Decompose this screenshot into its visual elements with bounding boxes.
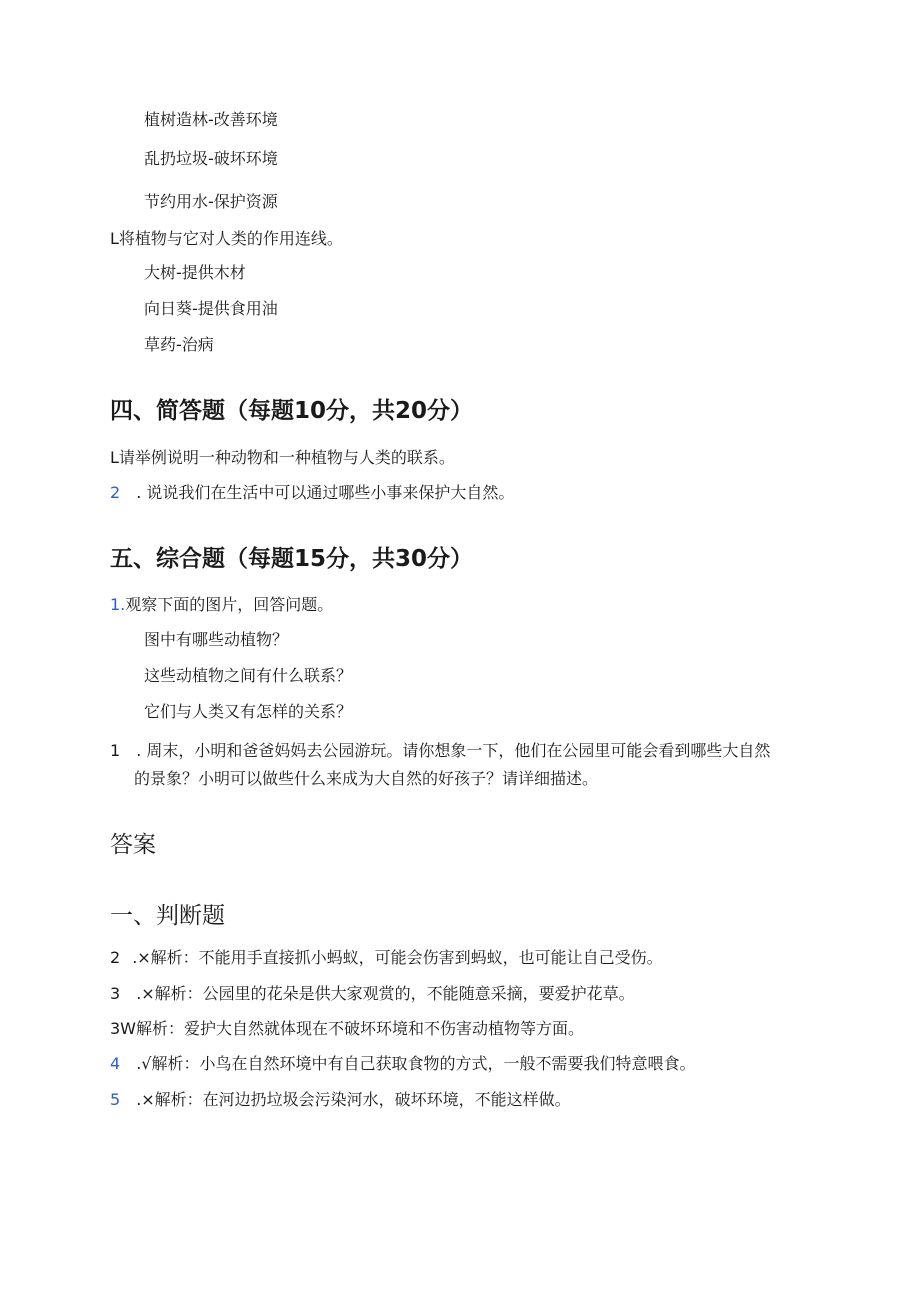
matching-line: 植树造林-改善环境 <box>144 110 278 129</box>
question-text: 观察下面的图片，回答问题。 <box>125 595 334 614</box>
question-text: L请举例说明一种动物和一种植物与人类的联系。 <box>110 448 455 467</box>
sub-question: 这些动植物之间有什么联系？ <box>144 666 353 685</box>
question-item <box>110 740 770 762</box>
matching-line: 草药-治病 <box>144 335 214 354</box>
answer-heading: 答案 <box>110 832 156 858</box>
answer-item <box>110 983 635 1005</box>
question-text: . 说说我们在生活中可以通过哪些小事来保护大自然。 <box>136 483 515 502</box>
answer-text: .√解析：小鸟在自然环境中有自己获取食物的方式，一般不需要我们特意喂食。 <box>136 1054 696 1073</box>
section-heading: 一、判断题 <box>110 903 225 929</box>
sub-question: 图中有哪些动植物？ <box>144 630 289 649</box>
matching-line: 节约用水-保护资源 <box>144 192 278 211</box>
question-number: 1 <box>110 741 121 760</box>
section-heading: 四、简答题（每题10分，共20分） <box>110 398 474 424</box>
answer-text: .×解析：在河边扔垃圾会污染河水，破坏环境，不能这样做。 <box>136 1090 571 1109</box>
question-text-continued: 的景象？小明可以做些什么来成为大自然的好孩子？请详细描述。 <box>134 769 599 788</box>
answer-item <box>110 1053 695 1075</box>
answer-item <box>110 947 663 969</box>
answer-number: 2 <box>110 948 121 967</box>
question-number: 1. <box>110 595 126 614</box>
matching-line: 大树-提供木材 <box>144 263 246 282</box>
section-heading: 五、综合题（每题15分，共30分） <box>110 546 474 572</box>
answer-number: 5 <box>110 1090 121 1109</box>
question-item <box>110 482 514 504</box>
question-text: L将植物与它对人类的作用连线。 <box>110 229 343 248</box>
matching-line: 向日葵-提供食用油 <box>144 299 278 318</box>
matching-line: 乱扔垃圾-破坏环境 <box>144 149 278 168</box>
sub-question: 它们与人类又有怎样的关系？ <box>144 702 353 721</box>
question-number: 2 <box>110 483 121 502</box>
answer-text: .×解析：不能用手直接抓小蚂蚁，可能会伤害到蚂蚁，也可能让自己受伤。 <box>132 948 663 967</box>
answer-item <box>110 1089 571 1111</box>
answer-text: .×解析：公园里的花朵是供大家观赏的，不能随意采摘，要爱护花草。 <box>136 984 635 1003</box>
answer-number: 3 <box>110 984 121 1003</box>
answer-item <box>110 1018 584 1040</box>
answer-number: 4 <box>110 1054 121 1073</box>
answer-text: 3W解析：爱护大自然就体现在不破坏环境和不伤害动植物等方面。 <box>110 1019 585 1038</box>
question-text: . 周末，小明和爸爸妈妈去公园游玩。请你想象一下，他们在公园里可能会看到哪些大自然 <box>136 741 771 760</box>
question-item <box>110 594 333 616</box>
